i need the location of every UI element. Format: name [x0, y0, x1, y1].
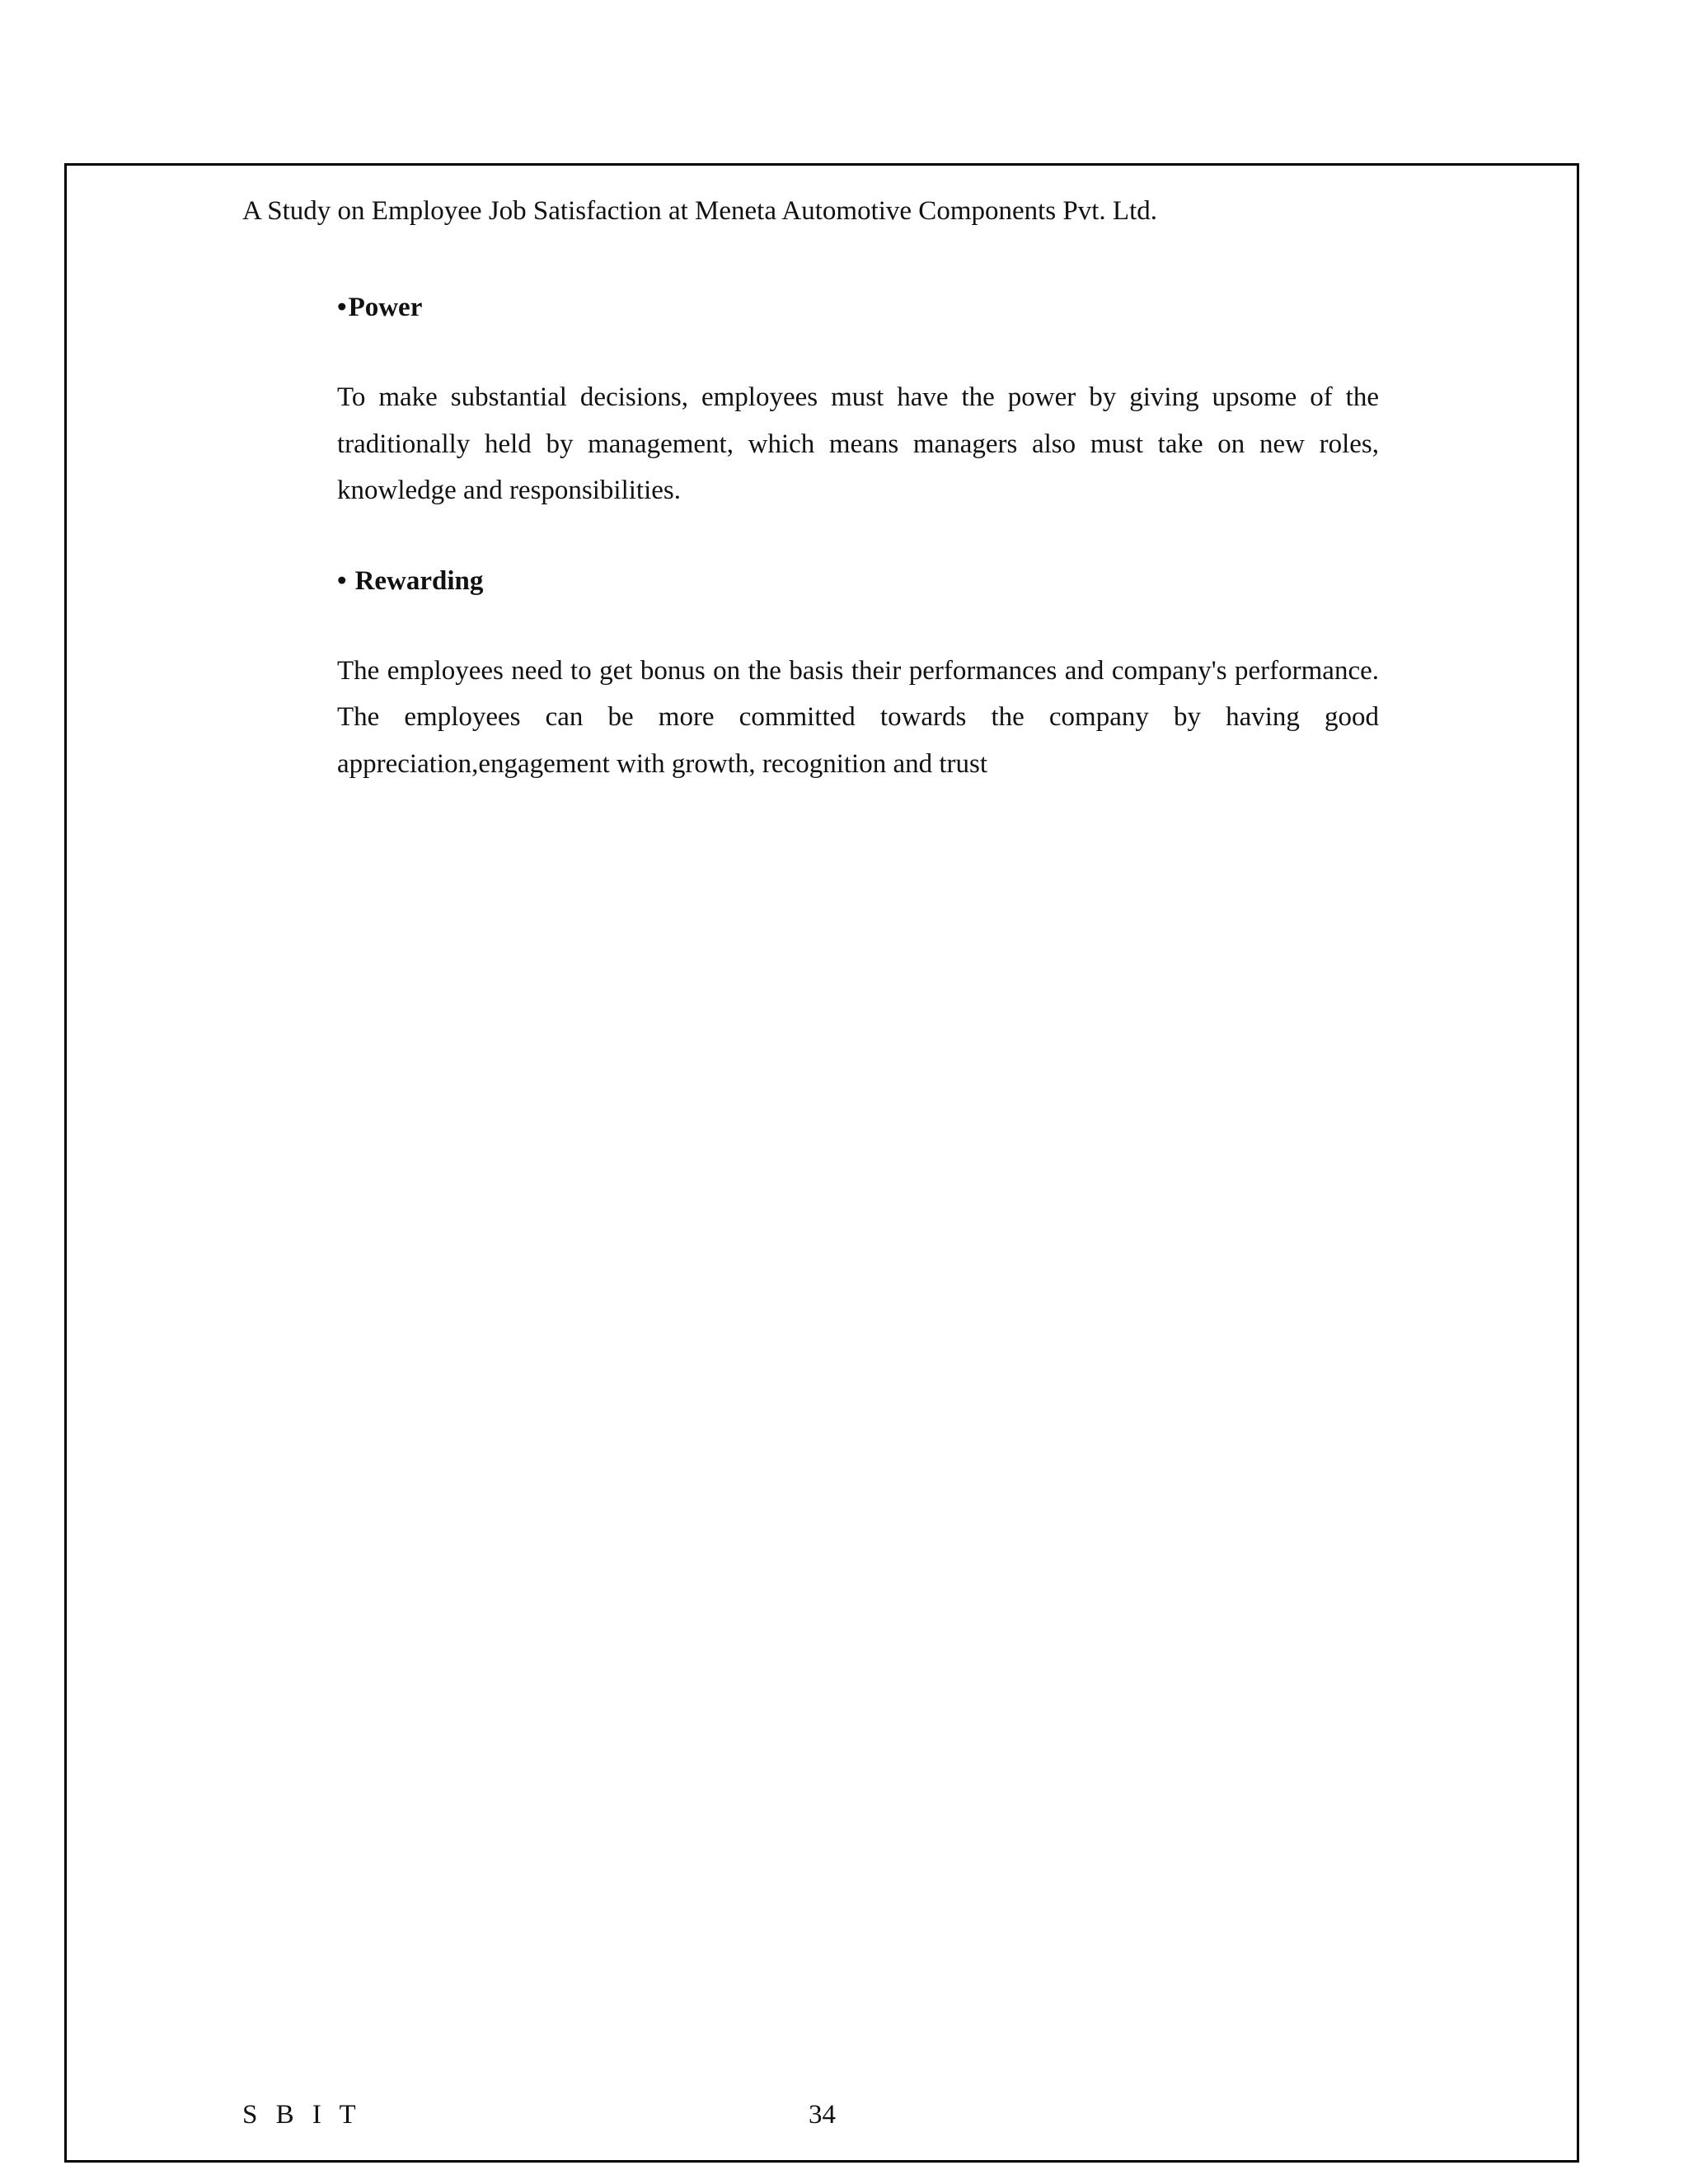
footer-page-number: 34 — [809, 2100, 836, 2130]
section-heading-label: Power — [348, 293, 423, 322]
running-header-title: A Study on Employee Job Satisfaction at Meneta Automotive Components Pvt. Ltd. — [242, 196, 1157, 226]
section-heading-rewarding — [337, 560, 1379, 602]
section-body-rewarding: The employees need to get bonus on the basis their performances and company's performance. The employees can be more committed towards the company by having good appreciation,engagement with growth, recognition and trust — [337, 655, 1379, 779]
section-body-power: To make substantial decisions, employees must have the power by giving upsome of the traditionally held by management, which means managers also must take on new roles, knowledge and responsibilities. — [337, 382, 1379, 505]
footer-institution: S B I T — [242, 2100, 362, 2130]
page-content — [337, 287, 1379, 787]
bullet-icon: • — [337, 293, 347, 322]
bullet-icon: • — [337, 565, 347, 596]
section-heading-power — [337, 287, 1379, 328]
section-heading-label: Rewarding — [354, 565, 484, 596]
